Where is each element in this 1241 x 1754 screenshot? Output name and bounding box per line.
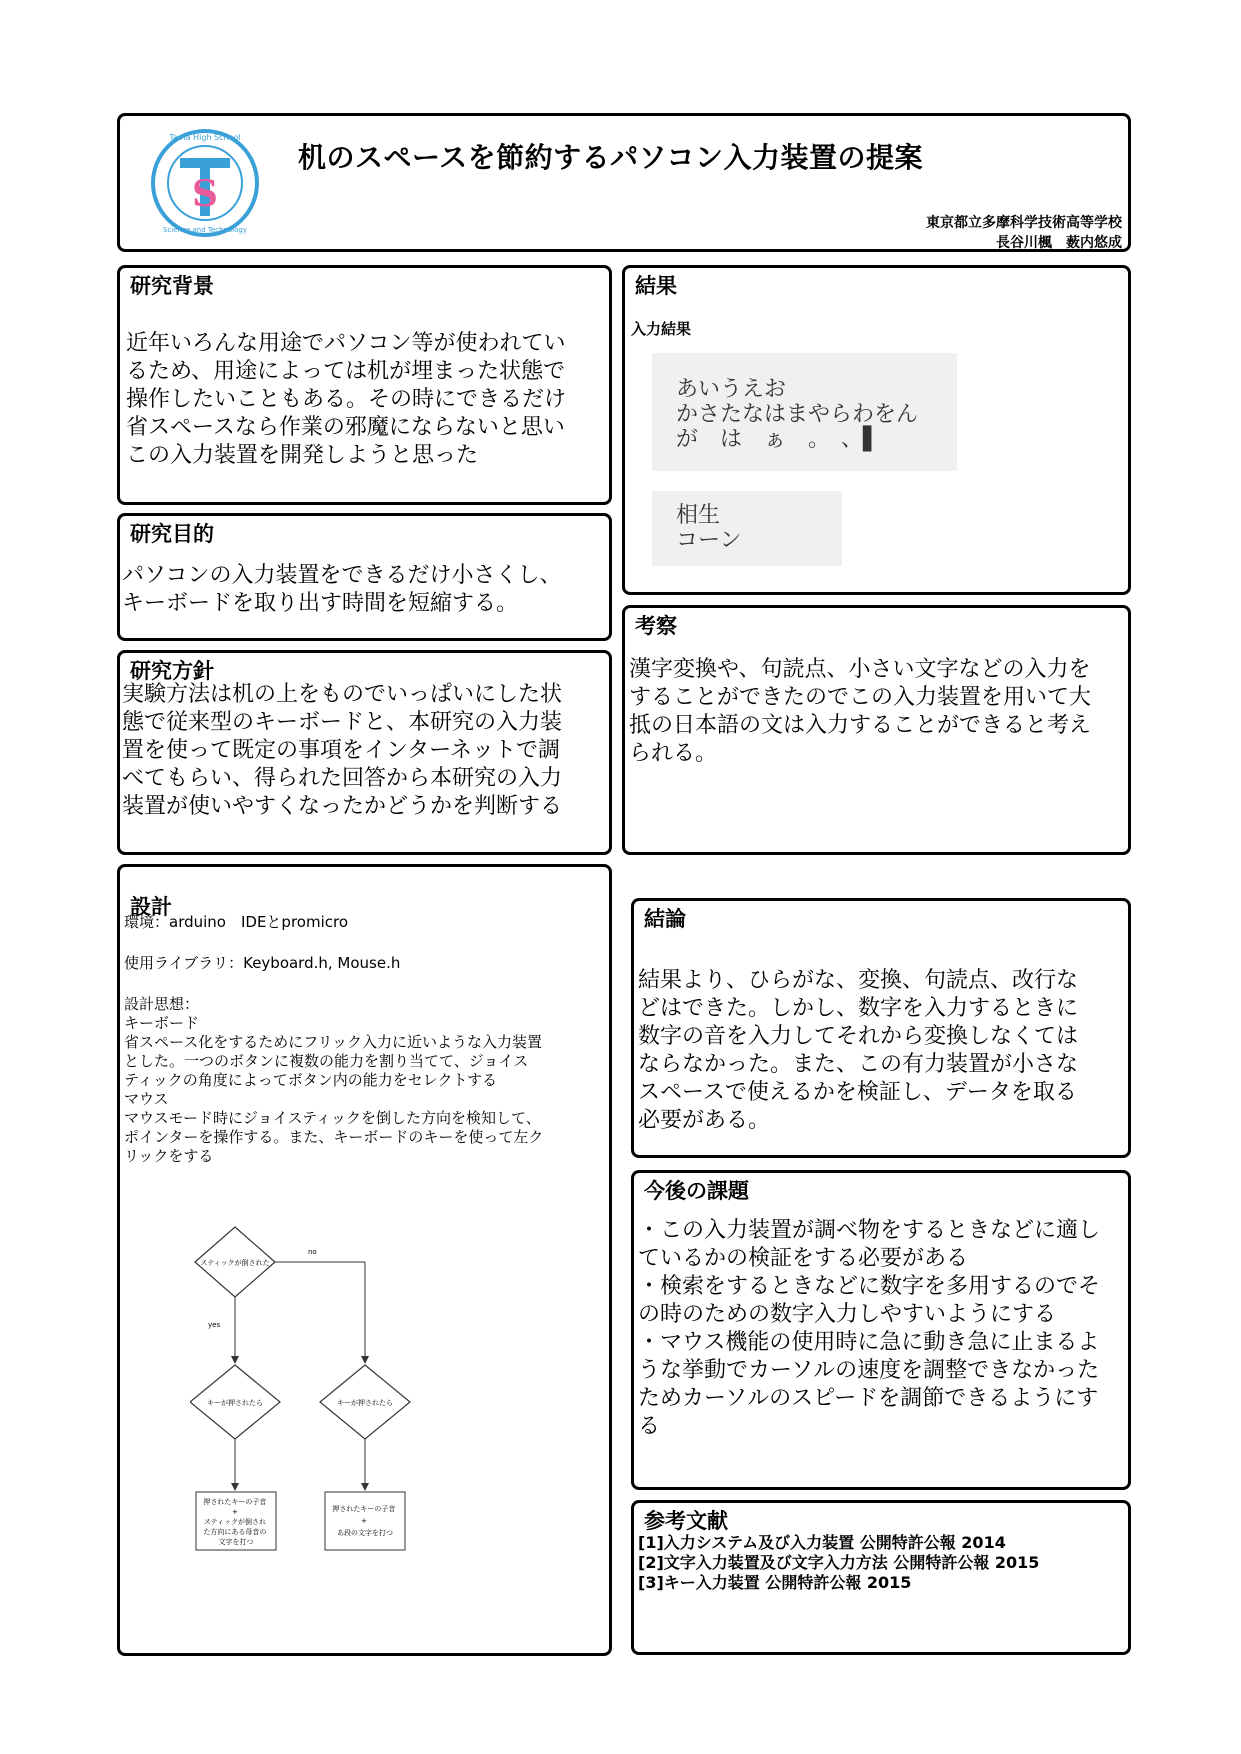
conclusion-text bbox=[638, 967, 1078, 1135]
text-line: 省スペースなら作業の邪魔にならないと思い bbox=[126, 415, 565, 440]
text-line: この入力装置を開発しようと思った bbox=[126, 443, 479, 468]
result-line: かさたなはまやらわをん bbox=[676, 402, 919, 427]
text-line: ティックの角度によってボタン内の能力をセレクトする bbox=[124, 1071, 498, 1089]
school-name: 東京都立多摩科学技術高等学校 bbox=[926, 215, 1122, 231]
text-line: マウスモード時にジョイスティックを倒した方向を検知して、 bbox=[124, 1109, 541, 1127]
references-section bbox=[631, 1500, 1131, 1655]
text-line: るため、用途によっては机が埋まった状態で bbox=[126, 359, 566, 384]
results-heading: 結果 bbox=[635, 274, 677, 298]
text-line: 近年いろんな用途でパソコン等が使われてい bbox=[126, 331, 566, 356]
result-line: あいうえお bbox=[676, 377, 787, 402]
text-line: どはできた。しかし、数字を入力するときに bbox=[638, 996, 1079, 1021]
text-line: 数字の音を入力してそれから変換しなくては bbox=[638, 1024, 1079, 1049]
text-line: マウス bbox=[124, 1090, 169, 1108]
author-names: 長谷川楓 薮内悠成 bbox=[996, 235, 1122, 251]
references-heading: 参考文献 bbox=[644, 1509, 728, 1533]
discussion-text bbox=[629, 656, 1091, 768]
future-section bbox=[631, 1170, 1131, 1490]
text-line: することができたのでこの入力装置を用いて大 bbox=[629, 685, 1092, 710]
text-line: 抵の日本語の文は入力することができると考え bbox=[629, 713, 1092, 738]
background-section bbox=[117, 265, 612, 505]
result-panel-1 bbox=[652, 353, 957, 471]
method-heading: 研究方針 bbox=[130, 659, 214, 683]
text-line: うな挙動でカーソルの速度を調整できなかった bbox=[638, 1358, 1100, 1383]
method-section bbox=[117, 650, 612, 855]
reference-item: [3]キー入力装置 公開特許公報 2015 bbox=[638, 1573, 912, 1592]
future-heading: 今後の課題 bbox=[644, 1179, 749, 1203]
text-line: 操作したいこともある。その時にできるだけ bbox=[126, 387, 567, 412]
conclusion-heading: 結論 bbox=[644, 907, 686, 931]
decision-key-right-label: キーが押されたら bbox=[337, 1399, 393, 1407]
poster-title: 机のスペースを節約するパソコン入力装置の提案 bbox=[298, 141, 924, 174]
svg-text:S: S bbox=[192, 173, 218, 215]
reference-item: [2]文字入力装置及び文字入力方法 公開特許公報 2015 bbox=[638, 1553, 1040, 1572]
text-line: ・この入力装置が調べ物をするときなどに適し bbox=[638, 1218, 1101, 1243]
action-right-text: 押されたキーの子音 + あ段の文字を打つ bbox=[332, 1505, 396, 1537]
result-line: 相生 bbox=[676, 503, 721, 528]
text-line: べてもらい、得られた回答から本研究の入力 bbox=[122, 766, 563, 791]
design-section bbox=[117, 864, 612, 1656]
svg-text:Tama High School: Tama High School bbox=[169, 133, 241, 142]
svg-text:Science and Technology: Science and Technology bbox=[163, 226, 247, 234]
text-line: 漢字変換や、句読点、小さい文字などの入力を bbox=[629, 657, 1091, 682]
text-line: られる。 bbox=[629, 741, 718, 766]
text-line: 置を使って既定の事項をインターネットで調 bbox=[122, 738, 561, 763]
future-text bbox=[638, 1217, 1100, 1441]
no-label: no bbox=[308, 1248, 317, 1256]
references-list bbox=[638, 1533, 1039, 1593]
flowchart bbox=[190, 1217, 570, 1557]
discussion-heading: 考察 bbox=[635, 614, 677, 638]
design-concept bbox=[124, 995, 543, 1166]
method-text bbox=[122, 681, 562, 821]
purpose-text bbox=[122, 562, 562, 618]
text-line: キーボード bbox=[124, 1014, 200, 1032]
text-line: ているかの検証をする必要がある bbox=[638, 1246, 969, 1271]
text-line: 必要がある。 bbox=[638, 1108, 771, 1133]
yes-label: yes bbox=[208, 1321, 221, 1329]
text-line: 結果より、ひらがな、変換、句読点、改行な bbox=[638, 968, 1079, 993]
school-logo bbox=[150, 128, 260, 238]
background-text bbox=[126, 330, 566, 470]
text-line: 装置が使いやすくなったかどうかを判断する bbox=[122, 794, 563, 819]
result-panel-2 bbox=[652, 491, 842, 566]
discussion-section bbox=[622, 605, 1131, 855]
purpose-section bbox=[117, 513, 612, 641]
text-line: ・検索をするときなどに数字を多用するのでそ bbox=[638, 1274, 1101, 1299]
reference-item: [1]入力システム及び入力装置 公開特許公報 2014 bbox=[638, 1533, 1006, 1552]
results-section bbox=[622, 265, 1131, 595]
text-line: スペースで使えるかを検証し、データを取る bbox=[638, 1080, 1077, 1105]
conclusion-section bbox=[631, 898, 1131, 1158]
result-line: が は ぁ 。 、▌ bbox=[676, 427, 880, 452]
design-heading: 設計 bbox=[130, 895, 172, 919]
background-heading: 研究背景 bbox=[130, 274, 214, 298]
design-library: 使用ライブラリ：Keyboard.h, Mouse.h bbox=[124, 954, 401, 972]
text-line: リックをする bbox=[124, 1147, 214, 1165]
text-line: ならなかった。また、この有力装置が小さな bbox=[638, 1052, 1079, 1077]
text-line: の時のための数字入力しやすいようにする bbox=[638, 1302, 1057, 1327]
text-line: 省スペース化をするためにフリック入力に近いような入力装置 bbox=[124, 1033, 543, 1051]
text-line: パソコンの入力装置をできるだけ小さくし、 bbox=[122, 563, 562, 588]
text-line: ポインターを操作する。また、キーボードのキーを使って左ク bbox=[124, 1128, 544, 1146]
text-line: る bbox=[638, 1414, 661, 1439]
design-env: 環境：arduino IDEとpromicro bbox=[124, 913, 349, 931]
action-left-text: 押されたキーの子音 + スティックが倒され た方向にある母音の 文字を打つ bbox=[203, 1498, 267, 1546]
decision-stick-label: スティックが倒された bbox=[200, 1259, 270, 1267]
concept-title: 設計思想： bbox=[124, 995, 200, 1013]
text-line: 態で従来型のキーボードと、本研究の入力装 bbox=[122, 710, 563, 735]
text-line: 実験方法は机の上をものでいっぱいにした状 bbox=[122, 682, 563, 707]
text-line: ・マウス機能の使用時に急に動き急に止まるよ bbox=[638, 1330, 1100, 1355]
results-label: 入力結果 bbox=[631, 320, 692, 338]
text-line: とした。一つのボタンに複数の能力を割り当てて、ジョイス bbox=[124, 1052, 529, 1070]
decision-key-left-label: キーが押されたら bbox=[207, 1399, 263, 1407]
text-line: キーボードを取り出す時間を短縮する。 bbox=[122, 591, 519, 616]
result-line: コーン bbox=[676, 528, 742, 553]
header-box bbox=[117, 113, 1131, 252]
purpose-heading: 研究目的 bbox=[130, 522, 214, 546]
text-line: ためカーソルのスピードを調節できるようにす bbox=[638, 1386, 1099, 1411]
